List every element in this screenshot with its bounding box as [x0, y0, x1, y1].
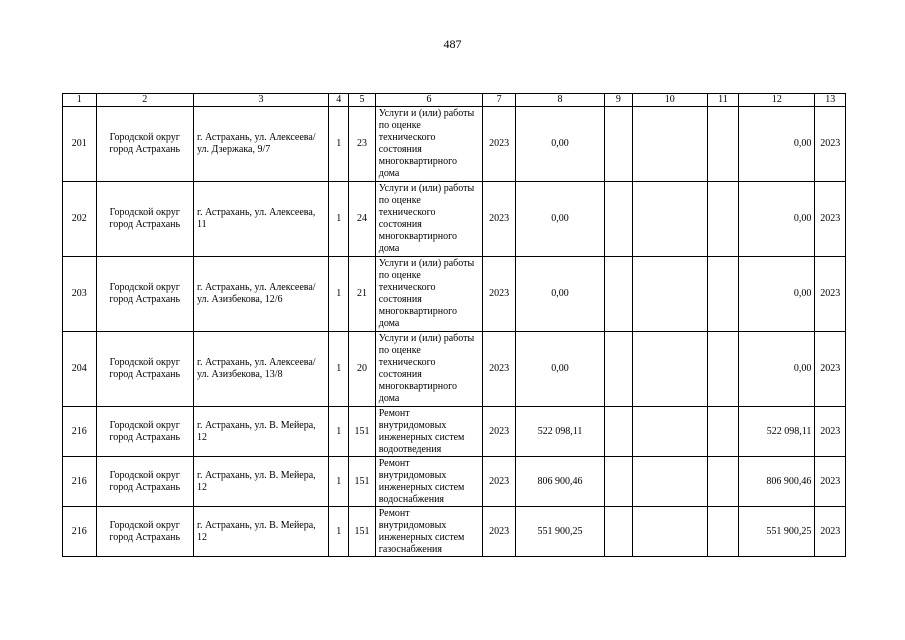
year-cell: 2023	[483, 457, 515, 507]
col13-cell: 2023	[815, 332, 846, 407]
year-cell: 2023	[483, 182, 515, 257]
work-type-cell: Услуги и (или) работы по оценке технического состояния многоквартирного дома	[375, 107, 483, 182]
col9-cell	[605, 407, 632, 457]
work-type-cell: Услуги и (или) работы по оценке технического состояния многоквартирного дома	[375, 182, 483, 257]
cost-cell: 0,00	[515, 107, 604, 182]
col10-cell	[632, 257, 707, 332]
column-header: 7	[483, 94, 515, 107]
year-cell: 2023	[483, 107, 515, 182]
col13-cell: 2023	[815, 457, 846, 507]
col10-cell	[632, 182, 707, 257]
row-number: 202	[63, 182, 97, 257]
column-header: 1	[63, 94, 97, 107]
work-type-cell: Ремонт внутридомовых инженерных систем водоснабжения	[375, 457, 483, 507]
column-header: 4	[329, 94, 349, 107]
col12-cell: 0,00	[739, 107, 815, 182]
col4-cell: 1	[329, 107, 349, 182]
col9-cell	[605, 107, 632, 182]
col13-cell: 2023	[815, 182, 846, 257]
row-number: 201	[63, 107, 97, 182]
year-cell: 2023	[483, 507, 515, 557]
col5-cell: 151	[349, 407, 375, 457]
col5-cell: 24	[349, 182, 375, 257]
table-row	[63, 182, 846, 257]
col11-cell	[707, 407, 738, 457]
cost-cell: 0,00	[515, 332, 604, 407]
address-cell: г. Астрахань, ул. Алексеева/ ул. Дзержака, 9/7	[193, 107, 328, 182]
cost-cell: 0,00	[515, 182, 604, 257]
row-number: 216	[63, 457, 97, 507]
col12-cell: 806 900,46	[739, 457, 815, 507]
municipality-cell: Городской округ город Астрахань	[96, 332, 193, 407]
cost-cell: 0,00	[515, 257, 604, 332]
col11-cell	[707, 332, 738, 407]
col9-cell	[605, 507, 632, 557]
col12-cell: 0,00	[739, 182, 815, 257]
table-row	[63, 257, 846, 332]
municipality-cell: Городской округ город Астрахань	[96, 257, 193, 332]
col10-cell	[632, 332, 707, 407]
row-number: 203	[63, 257, 97, 332]
col4-cell: 1	[329, 332, 349, 407]
row-number: 216	[63, 407, 97, 457]
table-row	[63, 107, 846, 182]
col9-cell	[605, 332, 632, 407]
municipality-cell: Городской округ город Астрахань	[96, 507, 193, 557]
col11-cell	[707, 507, 738, 557]
col12-cell: 0,00	[739, 332, 815, 407]
column-header: 3	[193, 94, 328, 107]
column-header: 10	[632, 94, 707, 107]
col10-cell	[632, 407, 707, 457]
col4-cell: 1	[329, 507, 349, 557]
address-cell: г. Астрахань, ул. Алексеева/ ул. Азизбекова, 13/8	[193, 332, 328, 407]
col9-cell	[605, 257, 632, 332]
municipality-cell: Городской округ город Астрахань	[96, 182, 193, 257]
work-type-cell: Услуги и (или) работы по оценке технического состояния многоквартирного дома	[375, 332, 483, 407]
col11-cell	[707, 457, 738, 507]
column-header: 6	[375, 94, 483, 107]
col4-cell: 1	[329, 257, 349, 332]
municipality-cell: Городской округ город Астрахань	[96, 107, 193, 182]
address-cell: г. Астрахань, ул. В. Мейера, 12	[193, 507, 328, 557]
col13-cell: 2023	[815, 507, 846, 557]
table-row	[63, 332, 846, 407]
year-cell: 2023	[483, 407, 515, 457]
year-cell: 2023	[483, 257, 515, 332]
col4-cell: 1	[329, 407, 349, 457]
address-cell: г. Астрахань, ул. В. Мейера, 12	[193, 407, 328, 457]
row-number: 204	[63, 332, 97, 407]
address-cell: г. Астрахань, ул. Алексеева/ ул. Азизбекова, 12/6	[193, 257, 328, 332]
column-header: 5	[349, 94, 375, 107]
municipality-cell: Городской округ город Астрахань	[96, 457, 193, 507]
col12-cell: 551 900,25	[739, 507, 815, 557]
column-number-row	[63, 94, 846, 107]
col11-cell	[707, 182, 738, 257]
col11-cell	[707, 257, 738, 332]
col11-cell	[707, 107, 738, 182]
col13-cell: 2023	[815, 407, 846, 457]
column-header: 2	[96, 94, 193, 107]
cost-cell: 522 098,11	[515, 407, 604, 457]
work-type-cell: Услуги и (или) работы по оценке технического состояния многоквартирного дома	[375, 257, 483, 332]
col5-cell: 20	[349, 332, 375, 407]
row-number: 216	[63, 507, 97, 557]
col10-cell	[632, 457, 707, 507]
address-cell: г. Астрахань, ул. Алексеева, 11	[193, 182, 328, 257]
table-row	[63, 457, 846, 507]
col5-cell: 151	[349, 507, 375, 557]
column-header: 13	[815, 94, 846, 107]
col12-cell: 522 098,11	[739, 407, 815, 457]
year-cell: 2023	[483, 332, 515, 407]
col5-cell: 23	[349, 107, 375, 182]
table-row	[63, 407, 846, 457]
col13-cell: 2023	[815, 107, 846, 182]
column-header: 9	[605, 94, 632, 107]
col10-cell	[632, 107, 707, 182]
col13-cell: 2023	[815, 257, 846, 332]
column-header: 11	[707, 94, 738, 107]
col4-cell: 1	[329, 182, 349, 257]
cost-cell: 806 900,46	[515, 457, 604, 507]
municipality-cell: Городской округ город Астрахань	[96, 407, 193, 457]
capital-repair-table	[62, 93, 846, 557]
work-type-cell: Ремонт внутридомовых инженерных систем газоснабжения	[375, 507, 483, 557]
address-cell: г. Астрахань, ул. В. Мейера, 12	[193, 457, 328, 507]
col4-cell: 1	[329, 457, 349, 507]
col10-cell	[632, 507, 707, 557]
page-number: 487	[443, 37, 462, 51]
work-type-cell: Ремонт внутридомовых инженерных систем водоотведения	[375, 407, 483, 457]
column-header: 8	[515, 94, 604, 107]
col9-cell	[605, 182, 632, 257]
col5-cell: 151	[349, 457, 375, 507]
col9-cell	[605, 457, 632, 507]
column-header: 12	[739, 94, 815, 107]
table-row	[63, 507, 846, 557]
col5-cell: 21	[349, 257, 375, 332]
cost-cell: 551 900,25	[515, 507, 604, 557]
col12-cell: 0,00	[739, 257, 815, 332]
